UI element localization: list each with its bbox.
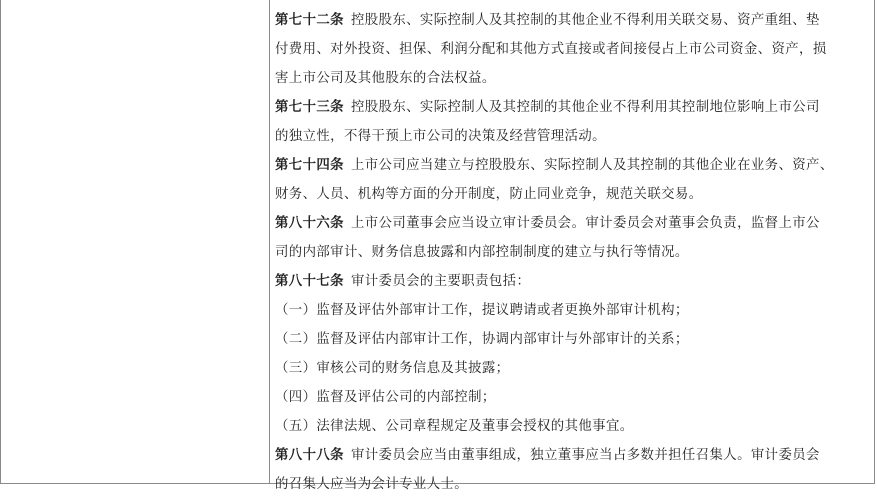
article-87-number: 第八十七条 (275, 274, 344, 289)
table-cell-left (0, 0, 270, 484)
article-88-text-1: 审计委员会应当由董事组成，独立董事应当占多数并担任召集人。审计委员会 (350, 448, 820, 463)
article-73-line-1 (275, 93, 868, 122)
article-88-line-1 (275, 441, 868, 470)
article-87-item-5: （五）法律法规、公司章程规定及董事会授权的其他事宜。 (275, 419, 634, 434)
article-73-text-1: 控股股东、实际控制人及其控制的其他企业不得利用其控制地位影响上市公司 (350, 100, 820, 115)
article-74-line-1 (275, 151, 868, 180)
article-86-number: 第八十六条 (275, 216, 344, 231)
article-72-text-1: 控股股东、实际控制人及其控制的其他企业不得利用关联交易、资产重组、垫 (350, 13, 820, 28)
article-87-item-3: （三）审核公司的财务信息及其披露； (275, 361, 510, 376)
article-86-line-2: 司的内部审计、财务信息披露和内部控制制度的建立与执行等情况。 (275, 245, 689, 260)
table-cell-right (269, 0, 875, 492)
article-88-line-2: 的召集人应当为会计专业人士。 (275, 477, 469, 492)
article-74-line-2: 财务、人员、机构等方面的分开制度，防止同业竞争，规范关联交易。 (275, 187, 703, 202)
article-87-item-4: （四）监督及评估公司的内部控制； (275, 390, 496, 405)
article-73-line-2: 的独立性，不得干预上市公司的决策及经营管理活动。 (275, 129, 606, 144)
article-87-item-2: （二）监督及评估内部审计工作，协调内部审计与外部审计的关系； (275, 332, 689, 347)
article-74-number: 第七十四条 (275, 158, 344, 173)
article-86-text-1: 上市公司董事会应当设立审计委员会。审计委员会对董事会负责，监督上市公 (350, 216, 820, 231)
article-88-number: 第八十八条 (275, 448, 344, 463)
article-72-number: 第七十二条 (275, 13, 344, 28)
article-72-line-1 (275, 6, 868, 35)
article-87-item-1: （一）监督及评估外部审计工作，提议聘请或者更换外部审计机构； (275, 303, 689, 318)
article-87-text-1: 审计委员会的主要职责包括： (350, 274, 531, 289)
article-73-number: 第七十三条 (275, 100, 344, 115)
article-72-line-2: 付费用、对外投资、担保、利润分配和其他方式直接或者间接侵占上市公司资金、资产，损 (275, 42, 827, 57)
article-87-line-1 (275, 267, 868, 296)
article-86-line-1 (275, 209, 868, 238)
article-72-line-3: 害上市公司及其他股东的合法权益。 (275, 71, 496, 86)
article-74-text-1: 上市公司应当建立与控股股东、实际控制人及其控制的其他企业在业务、资产、 (350, 158, 834, 173)
